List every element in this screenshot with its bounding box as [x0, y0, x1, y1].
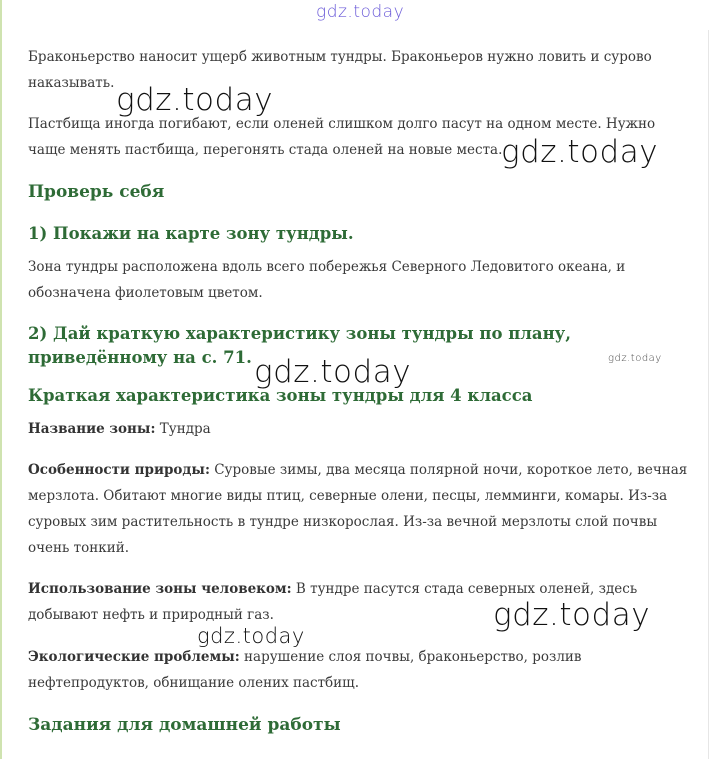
paragraph-poaching: Браконьерство наносит ущерб животным тундры. Браконьеров нужно ловить и сурово наказывать. — [28, 49, 652, 91]
watermark: gdz.today — [501, 134, 659, 170]
eco-problems-row — [28, 644, 688, 696]
human-use-label: Использование зоны человеком: — [28, 581, 292, 597]
page-right-border — [708, 30, 709, 759]
zone-name-value: Тундра — [155, 421, 211, 437]
eco-problems-value: нарушение слоя почвы, браконьерство, розлив нефтепродуктов, обнищание олених пастбищ. — [28, 649, 582, 691]
zone-name-label: Название зоны: — [28, 421, 156, 437]
human-use-value: В тундре пасутся стада северных оленей, здесь добывают нефть и природный газ. — [28, 581, 638, 623]
page-left-border — [0, 0, 2, 759]
watermark-top: gdz.today — [316, 2, 405, 22]
heading-homework: Задания для домашней работы — [28, 715, 341, 735]
nature-features-row — [28, 457, 688, 561]
heading-check-yourself: Проверь себя — [28, 182, 165, 202]
watermark: gdz.today — [254, 354, 412, 390]
watermark: gdz.today — [493, 597, 651, 633]
zone-name-row — [28, 416, 688, 442]
summary-heading: Краткая характеристика зоны тундры для 4 класса — [28, 386, 533, 405]
nature-features-label: Особенности природы: — [28, 462, 210, 478]
nature-features-value: Суровые зимы, два месяца полярной ночи, короткое лето, вечная мерзлота. Обитают многие виды птиц, северные олени, песцы, лемминги, комары. Из-за суровых зим растительность в тундре низкорослая. Из-за вечной мерзлоты слой почвы очень тонкий. — [28, 462, 688, 556]
watermark: gdz.today — [116, 82, 274, 118]
question-2-heading: 2) Дай краткую характеристику зоны тундры по плану, приведённому на с. 71. — [28, 324, 571, 367]
paragraph-pastures: Пастбища иногда погибают, если оленей слишком долго пасут на одном месте. Нужно чаще менять пастбища, перегонять стада оленей на новые места. — [28, 116, 656, 158]
question-1-heading: 1) Покажи на карте зону тундры. — [28, 224, 354, 243]
watermark: gdz.today — [608, 353, 662, 364]
answer-1-text: Зона тундры расположена вдоль всего побережья Северного Ледовитого океана, и обозначена фиолетовым цветом. — [28, 259, 626, 301]
watermark: gdz.today — [197, 624, 305, 648]
eco-problems-label: Экологические проблемы: — [28, 649, 240, 665]
